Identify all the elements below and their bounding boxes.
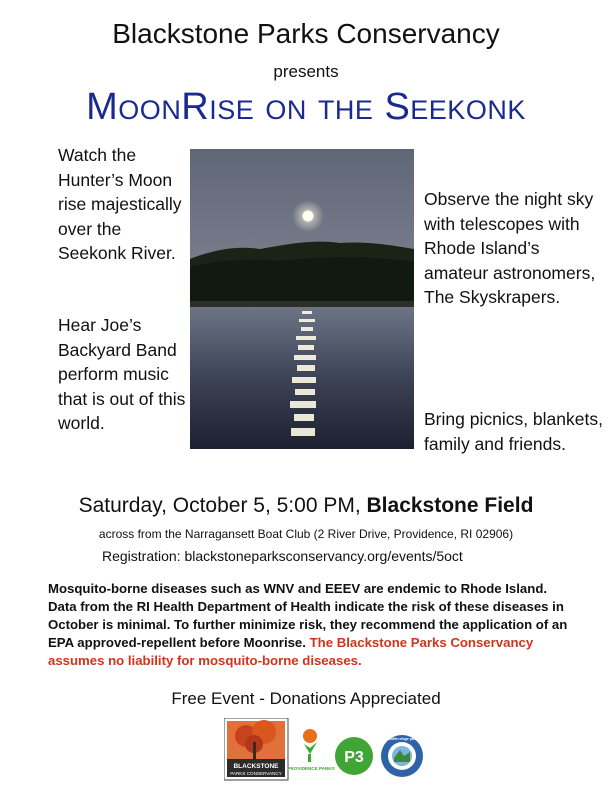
p3-logo-text: P3 (344, 749, 364, 766)
bring-text: Bring picnics, blankets, family and friends. (424, 409, 603, 454)
registration-info: Registration: blackstoneparksconservancy.org/events/5oct (102, 548, 463, 564)
astronomers-text: Observe the night sky with telescopes with Rhode Island’s amateur astronomers, The Skyskrapers. (424, 189, 596, 307)
mosquito-notice (48, 580, 568, 670)
moonrise-photo (190, 149, 414, 449)
organization-name: Blackstone Parks Conservancy (112, 18, 500, 49)
sponsor-logos (224, 718, 434, 784)
uwrp-logo-text: urban wildlife refuge partnership (375, 737, 429, 741)
event-datetime (0, 494, 612, 518)
moon-icon (303, 211, 314, 222)
presents-label: presents (273, 62, 339, 81)
watch-moon-text: Watch the Hunter’s Moon rise majestically over the Seekonk River. (58, 145, 182, 263)
event-date: Saturday, October 5, 5:00 PM, (78, 494, 361, 517)
event-title: MoonRise on the Seekonk (86, 86, 526, 128)
p3-logo (335, 737, 373, 775)
band-text: Hear Joe’s Backyard Band perform music that is out of this world. (58, 315, 186, 433)
event-location: across from the Narragansett Boat Club (2 River Drive, Providence, RI 02906) (98, 527, 514, 541)
free-event-label: Free Event - Donations Appreciated (171, 689, 441, 708)
pp-logo-text: PROVIDENCE PARKS (287, 766, 335, 771)
event-venue: Blackstone Field (366, 494, 534, 517)
bpc-logo-line1: BLACKSTONE (233, 763, 279, 770)
providence-parks-logo (287, 729, 334, 771)
urban-wildlife-logo (376, 735, 429, 777)
blackstone-logo (224, 718, 288, 780)
notice-text: Mosquito-borne diseases such as WNV and EEEV are endemic to Rhode Island. Data from the RI Health Department of Health indicate the risk of these diseases in October is minimal. To further minimize risk, they recommend the application of an EPA approved-repellent before Moonrise. (48, 581, 568, 650)
bpc-logo-line2: PARKS CONSERVANCY (230, 771, 282, 776)
liability-disclaimer: The Blackstone Parks Conservancy assumes no liability for mosquito-borne diseases. (48, 635, 534, 668)
